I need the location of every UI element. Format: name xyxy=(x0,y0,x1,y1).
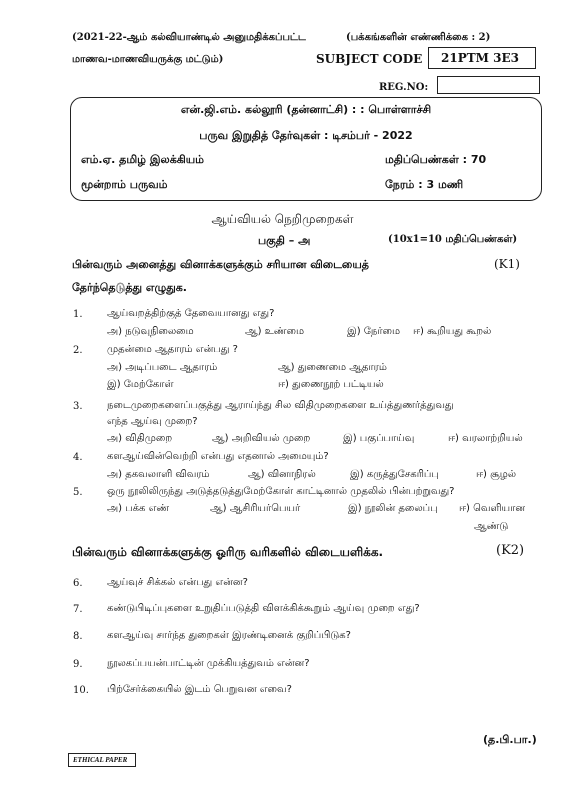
subject-code-label: SUBJECT CODE xyxy=(316,52,423,66)
question-text: பிற்சேர்க்கையில் இடம் பெறுவன எவை? xyxy=(107,684,292,695)
option-c: இ) நூலின் தலைப்பு xyxy=(348,503,438,514)
subject-code: 21PTM 3E3 xyxy=(441,51,519,65)
option-b: ஆ) வினாநிரல் xyxy=(248,469,316,480)
option-a: அ) அடிப்படை ஆதாரம் xyxy=(107,362,218,373)
question-number: 6. xyxy=(73,578,83,589)
header-permission-line1: (2021-22-ஆம் கல்வியாண்டில் அனுமதிக்கப்பட்ட xyxy=(72,32,306,43)
reg-no-field[interactable] xyxy=(437,76,540,94)
part-a-level: (K1) xyxy=(494,257,520,271)
option-b: ஆ) உண்மை xyxy=(245,326,305,337)
part-a-marks: (10x1=10 மதிப்பெண்கள்) xyxy=(388,234,518,245)
option-a: அ) விதிமுறை xyxy=(107,433,173,444)
page-count: (பக்கங்களின் எண்ணிக்கை : 2) xyxy=(346,32,491,43)
option-d: ஈ) துணைநூற் பட்டியல் xyxy=(278,379,384,390)
question-text: ஒரு நூலிலிருந்து அடுத்தடுத்துமேற்கோள் காட்டினால் முதலில் பின்பற்றுவது? xyxy=(107,486,455,497)
option-d: ஈ) சூழல் xyxy=(476,469,517,480)
question-text-cont: எந்த ஆய்வு முறை? xyxy=(107,416,198,427)
header-permission-line2: மாணவ-மாணவியருக்கு மட்டும்) xyxy=(72,54,224,65)
subject-code-box xyxy=(428,47,536,69)
option-a: அ) தகவலாளி விவரம் xyxy=(107,469,210,480)
exam-duration: நேரம் : 3 மணி xyxy=(385,178,464,191)
reg-no-label: REG.NO: xyxy=(379,82,429,93)
badge-text: ETHICAL PAPER xyxy=(73,756,128,764)
question-number: 5. xyxy=(73,487,83,498)
question-text: ஆய்வறத்திற்குத் தேவையானது எது? xyxy=(107,308,275,319)
part-b-level: (K2) xyxy=(496,543,525,558)
option-d: ஈ) வரலாற்றியல் xyxy=(448,433,523,444)
option-c: இ) கருத்துசேகரிப்பு xyxy=(350,469,439,480)
question-number: 8. xyxy=(73,631,83,642)
question-text: கண்டுபிடிப்புகளை உறுதிப்படுத்தி விளக்கிக்கூறும் ஆய்வு முறை எது? xyxy=(107,603,420,614)
paper-title: ஆய்வியல் நெறிமுறைகள் xyxy=(211,212,354,226)
max-marks: மதிப்பெண்கள் : 70 xyxy=(385,153,487,166)
question-number: 7. xyxy=(73,604,83,615)
option-b: ஆ) ஆசிரியர்பெயர் xyxy=(210,503,301,514)
option-d-cont: ஆண்டு xyxy=(474,521,509,532)
question-number: 3. xyxy=(73,401,83,412)
part-b-instruction: பின்வரும் வினாக்களுக்கு ஓரிரு வரிகளில் விடையளிக்க. xyxy=(72,545,384,559)
option-b: ஆ) துணைமை ஆதாரம் xyxy=(278,362,387,373)
part-a-label: பகுதி – அ xyxy=(258,234,311,247)
question-text: களஆய்வு சார்ந்த துறைகள் இரண்டினைக் குறிப்பிடுக? xyxy=(107,630,351,641)
option-d: ஈ) வெளியான xyxy=(459,503,526,514)
semester: மூன்றாம் பருவம் xyxy=(81,178,168,191)
question-text: களஆய்வின்வெற்றி என்பது எதனால் அமையும்? xyxy=(107,451,329,462)
exam-title: பருவ இறுதித் தேர்வுகள் : டிசம்பர் - 2022 xyxy=(199,129,413,142)
please-turn-over: (த.பி.பா.) xyxy=(483,733,537,746)
option-d: ஈ) கூறியது கூறல் xyxy=(413,326,492,337)
exam-info-box xyxy=(70,97,542,201)
question-number: 10. xyxy=(73,685,89,696)
option-c: இ) பகுப்பாய்வு xyxy=(343,433,415,444)
part-a-instruction-1: பின்வரும் அனைத்து வினாக்களுக்கும் சரியான விடையைத் xyxy=(72,258,369,271)
question-text: ஆய்வுச் சிக்கல் என்பது என்ன? xyxy=(107,577,248,588)
question-number: 2. xyxy=(73,345,83,356)
option-a: அ) பக்க எண் xyxy=(107,503,170,514)
option-c: இ) மேற்கோள் xyxy=(107,379,174,390)
question-number: 4. xyxy=(73,452,83,463)
course-name: எம்.ஏ. தமிழ் இலக்கியம் xyxy=(81,153,205,166)
question-text: முதன்மை ஆதாரம் என்பது ? xyxy=(107,344,238,355)
option-a: அ) நடுவுநிலைமை xyxy=(107,326,194,337)
ethical-paper-badge xyxy=(68,753,136,767)
question-number: 1. xyxy=(73,309,83,320)
question-text: நடைமுறைகளைப்பகுத்து ஆராய்ந்து சில விதிமுறைகளை உய்த்துணர்த்துவது xyxy=(107,400,454,411)
option-b: ஆ) அறிவியல் முறை xyxy=(212,433,311,444)
part-a-instruction-2: தேர்ந்தெடுத்து எழுதுக. xyxy=(72,281,187,294)
question-number: 9. xyxy=(73,659,83,670)
question-text: நூலகப்பயன்பாட்டின் முக்கியத்துவம் என்ன? xyxy=(107,658,310,669)
option-c: இ) நேர்மை xyxy=(347,326,401,337)
college-name: என்.ஜி.எம். கல்லூரி (தன்னாட்சி) : : பொள்ளாச்சி xyxy=(180,103,432,116)
